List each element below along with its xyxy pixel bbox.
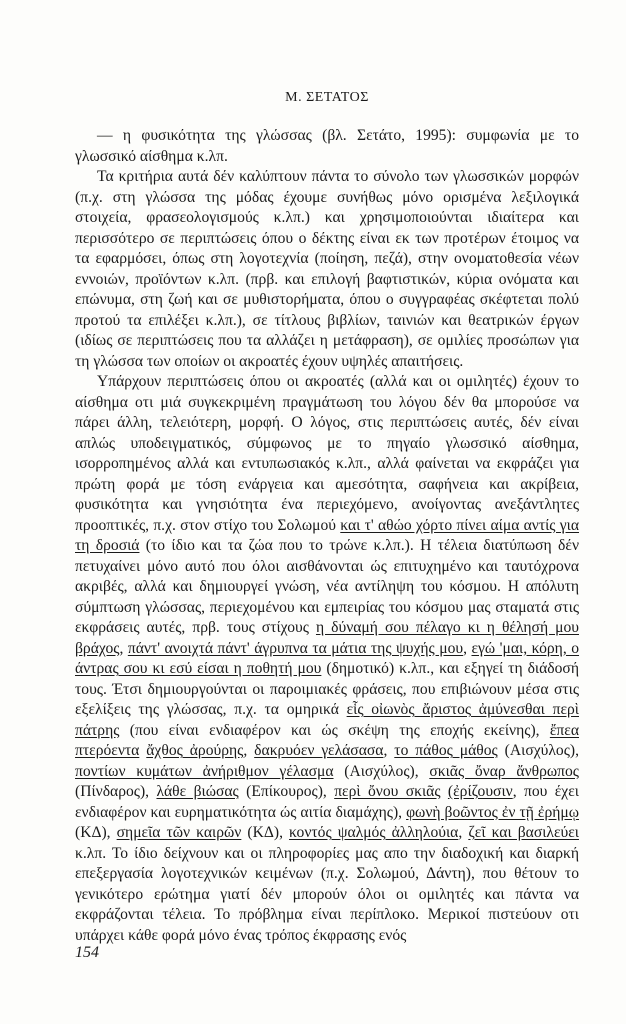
- quoted-phrase: εἷς οἰωνὸς ἄριστος ἀμύνεσθαι περὶ πάτρης: [75, 701, 579, 739]
- quoted-phrase: περὶ ὄνου σκιᾶς: [334, 783, 441, 800]
- quoted-phrase: λάθε βιώσας: [156, 783, 239, 800]
- text-run: ,: [458, 824, 469, 841]
- text-run: (ΚΔ),: [241, 824, 290, 841]
- text-run: (Αισχύλος),: [497, 742, 579, 759]
- quoted-phrase: ποντίων κυμάτων ἀνήριθμον γέλασμα: [75, 762, 334, 780]
- running-header: Μ. ΣΕΤΑΤΟΣ: [285, 90, 369, 105]
- quoted-phrase: ζεῖ και βασιλεύει: [468, 824, 579, 841]
- quoted-phrase: σκιᾶς ὄναρ ἄνθρωπος: [429, 762, 579, 780]
- text-run: (Πίνδαρος),: [75, 783, 157, 800]
- text-run: (Αισχύλος),: [333, 762, 430, 780]
- quoted-phrase: και τ' αθώο χόρτο πίνει αίμα αντίς για τη δροσιά: [75, 516, 579, 554]
- text-run: ,: [243, 742, 255, 759]
- text-run: (Επίκουρος),: [238, 783, 335, 800]
- text-run: ,: [463, 639, 472, 657]
- quoted-phrase: ἄχθος ἀρούρης: [146, 742, 244, 759]
- text-run: [441, 783, 448, 800]
- text-run: ,: [119, 639, 128, 657]
- text-run: Τα κριτήρια αυτά δέν καλύπτουν πάντα το σύνολο των γλωσσικών μορφών (π.χ. στη γλώσσα της μόδας έχουμε συνήθως μόνο ορισμένα λεξιλογικά στοιχεία, φρασεολογισμούς κ.λπ.) και χρησιμοποιούνται ιδιαίτερα και περισσότερο σε περιπτώσεις όπου ο δέκτης είναι εκ των προτέρων έτοιμος να τα εφαρμόσει, όπως στη λογοτεχνία (ποίηση, πεζά), στην ονοματοθεσία νέων εννοιών, προϊόντων κ.λπ. (πρβ. και επιλογή βαφτιστικών, κύρια ονόματα και επώνυμα, στη ζωή και σε μυθιστορήματα, όπου ο συγγραφέας σκέφτεται πολύ προτού τα επιλέξει κ.λπ.), σε τίτλους βιβλίων, ταινιών και θεατρικών έργων (ιδίως σε περιπτώσεις που τα αλλάζει η μετάφραση), σε ομιλίες προσώπων για τη γλώσσα των οποίων οι ακροατές έχουν υψηλές απαιτήσεις.: [75, 168, 579, 370]
- text-run: — η φυσικότητα της γλώσσας (βλ. Σετάτο, 1995): συμφωνία με το γλωσσικό αίσθημα κ.λπ.: [75, 127, 579, 165]
- quoted-phrase: το πάθος μάθος: [394, 742, 498, 759]
- paragraph-2: [75, 167, 579, 372]
- quoted-phrase: ἔπεα πτερόεντα: [75, 721, 579, 759]
- text-run: ,: [383, 742, 395, 759]
- quoted-phrase: φωνὴ βοῶντος ἐν τῇ ἐρήμῳ: [406, 803, 580, 821]
- quoted-phrase: κοντός ψαλμός ἀλληλούια: [289, 824, 459, 841]
- text-run: Υπάρχουν περιπτώσεις όπου οι ακροατές (αλλά και οι ομιλητές) έχουν το αίσθημα οτι μιά συγκεκριμένη πραγμάτωση του λόγου δέν θα μπορούσε να πάρει άλλη, τελειότερη, μορφή. Ο λόγος, στις περιπτώσεις αυτές, δέν είναι απλώς υποδειγματικός, σύμφωνος με το πηγαίο γλωσσικό αίσθημα, ισορροπημένος αλλά και εντυπωσιακός κ.λπ., αλλά φαίνεται να εκφράζει για πρώτη φορά με τόση ενάργεια και αμεσότητα, σαφήνεια και ακρίβεια, φυσικότητα και γνησιότητα ένα περιεχόμενο, ανοίγοντας ανεξάντλητες προοπτικές, π.χ. στον στίχο του Σολωμού: [75, 373, 579, 534]
- text-run: (δημοτικό) κ.λπ., και εξηγεί τη διάδοσή τους. Έτσι δημιουργούνται οι παροιμιακές φράσεις, που επιβιώνουν μέσα στις εξελίξεις της γλώσσας, π.χ. τα ομηρικά: [75, 660, 579, 718]
- paragraph-3: [75, 372, 579, 946]
- body-text: [75, 126, 579, 946]
- quoted-phrase: εγώ 'μαι, κόρη, ο άντρας σου κι εσύ είσαι η ποθητή μου: [75, 639, 580, 677]
- text-run: (το ίδιο και τα ζώα που το τρώνε κ.λπ.). Η τέλεια διατύπωση δέν πετυχαίνει μόνο αυτό που όλοι αισθάνονται ώς επιτυχημένο και ταυτόχρονα ακριβές, αλλά και δημιουργεί γνώση, νέα αντίληψη του κόσμου. Η απόλυτη σύμπτωση γλώσσας, περιεχομένου και εμπειρίας του κόσμου μας σταματά στις εκφράσεις αυτές, πρβ. τους στίχους: [75, 537, 579, 636]
- text-run: , που έχει ενδιαφέρον και ευρηματικότητα ώς αιτία διαμάχης),: [75, 783, 579, 821]
- quoted-phrase: δακρυόεν γελάσασα: [254, 742, 384, 759]
- quoted-phrase: πάντ' ανοιχτά πάντ' άγρυπνα τα μάτια της ψυχής μου: [127, 639, 464, 657]
- quoted-phrase: (ἐρίζουσιν: [447, 783, 513, 800]
- text-run: (που είναι ενδιαφέρον και ώς σκέψη της εποχής εκείνης),: [119, 721, 550, 739]
- text-run: (ΚΔ),: [75, 824, 117, 841]
- paragraph-1: [75, 126, 579, 167]
- quoted-phrase: η δύναμή σου πέλαγο κι η θέλησή μου βράχος: [75, 619, 579, 657]
- page-number: 154: [75, 944, 99, 961]
- book-page: [75, 0, 579, 1024]
- quoted-phrase: σημεῖα τῶν καιρῶν: [116, 824, 242, 841]
- text-run: κ.λπ. Το ίδιο δείχνουν και οι πληροφορίες μας απο την διαδοχική και διαρκή επεξεργασία λογοτεχνικών κειμένων (π.χ. Σολωμού, Δάντη), που θέτουν το γενικότερο ερώτημα γιατί δέν μπορούν όλοι οι ομιλητές και πάντα να εκφράζονται τέλεια. Το πρόβλημα είναι περίπλοκο. Μερικοί πιστεύουν οτι υπάρχει κάθε φορά μόνο ένας τρόπος έκφρασης ενός: [75, 844, 579, 944]
